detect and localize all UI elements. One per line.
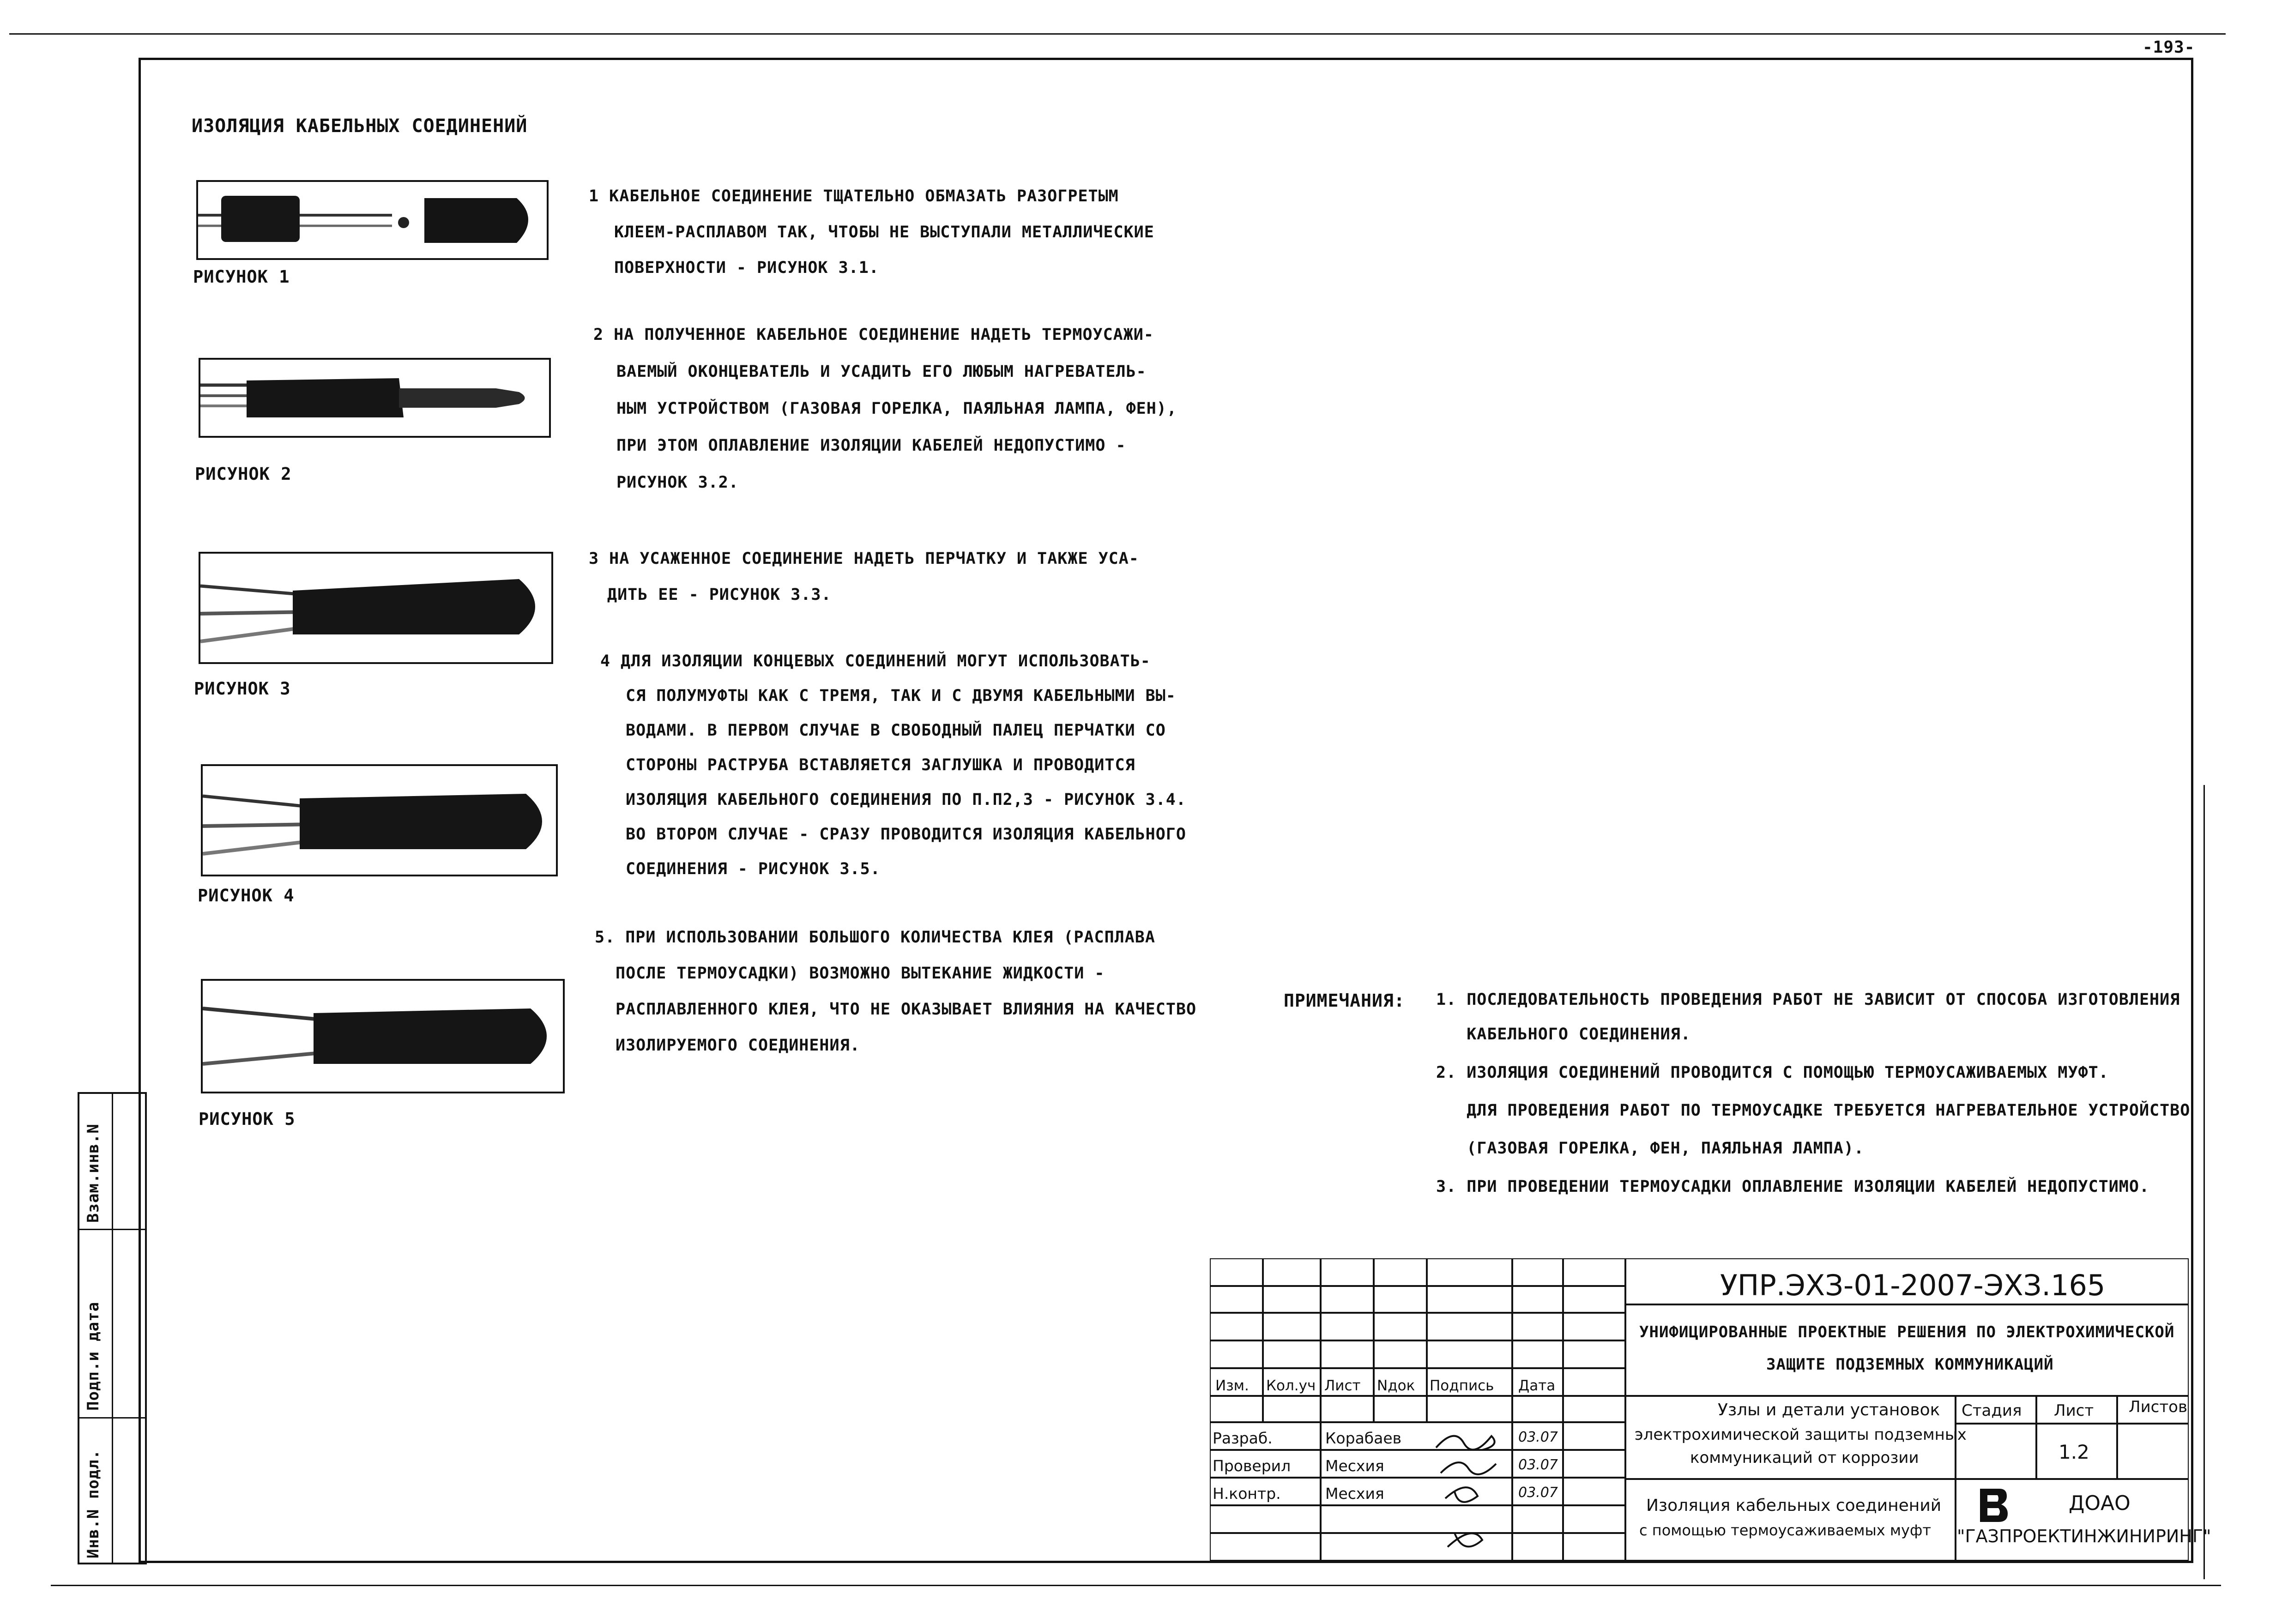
org-name-line-2: "ГАЗПРОЕКТИНЖИНИРИНГ": [1957, 1526, 2211, 1546]
figure-1: [196, 180, 549, 260]
title-block-grid: [1210, 1258, 2189, 1561]
org-name-line-1: ДОАО: [2069, 1491, 2131, 1515]
figure-5: [201, 979, 565, 1093]
bottom-rule: [51, 1585, 2221, 1586]
top-rule: [9, 33, 2226, 35]
stage-label: Стадия: [1962, 1401, 2022, 1420]
sheet-title-line-2: с помощью термоусаживаемых муфт: [1639, 1521, 1931, 1539]
sheet-value: 1.2: [2059, 1441, 2089, 1463]
side-label-inv-orig: Инв.N подл.: [84, 1449, 103, 1558]
figure-3: [199, 552, 553, 664]
figure-2: [199, 358, 551, 438]
figure-4-drawing: [203, 766, 556, 875]
figure-3-caption: РИСУНОК 3: [194, 679, 291, 699]
sheet-label: Лист: [2054, 1401, 2094, 1420]
date-checker: 03.07: [1518, 1457, 1558, 1473]
project-title-line-1: УНИФИЦИРОВАННЫЕ ПРОЕКТНЫЕ РЕШЕНИЯ ПО ЭЛЕКТРОХИМИЧЕСКОЙ: [1639, 1323, 2175, 1341]
name-checker: Месхия: [1325, 1457, 1384, 1475]
role-checker: Проверил: [1213, 1457, 1291, 1475]
section-title-line-1: Узлы и детали установок: [1718, 1401, 1940, 1419]
figure-2-drawing: [200, 360, 549, 436]
section-title-line-3: коммуникаций от коррозии: [1690, 1449, 1919, 1467]
doc-code: УПР.ЭХЗ-01-2007-ЭХЗ.165: [1720, 1268, 2106, 1302]
col-header-kol: Кол.уч: [1266, 1377, 1316, 1394]
figure-4-caption: РИСУНОК 4: [198, 886, 295, 906]
section-title-line-2: электрохимической защиты подземных: [1635, 1425, 1967, 1444]
figure-5-drawing: [203, 981, 563, 1092]
figure-4: [201, 764, 558, 876]
side-label-sign-date: Подп.и дата: [84, 1301, 103, 1411]
role-developer: Разраб.: [1213, 1429, 1273, 1447]
date-developer: 03.07: [1518, 1429, 1558, 1445]
side-label-replace-inv: Взам.инв.N: [84, 1123, 103, 1223]
col-header-ndok: Nдок: [1377, 1377, 1415, 1394]
page-heading: ИЗОЛЯЦИЯ КАБЕЛЬНЫХ СОЕДИНЕНИЙ: [192, 115, 528, 137]
title-block: [1210, 1258, 2211, 1561]
figure-2-caption: РИСУНОК 2: [195, 464, 292, 484]
role-norm-control: Н.контр.: [1213, 1485, 1281, 1503]
figure-3-drawing: [200, 554, 551, 662]
project-title-line-2: ЗАЩИТЕ ПОДЗЕМНЫХ КОММУНИКАЦИЙ: [1766, 1355, 2054, 1374]
col-header-signature: Подпись: [1430, 1377, 1494, 1394]
sheet-title-line-1: Изоляция кабельных соединений: [1646, 1496, 1942, 1515]
figure-1-drawing: [198, 182, 547, 258]
figure-1-caption: РИСУНОК 1: [193, 267, 290, 287]
col-header-list: Лист: [1324, 1377, 1361, 1394]
notes-label: ПРИМЕЧАНИЯ:: [1284, 990, 1405, 1011]
col-header-izm: Изм.: [1215, 1377, 1249, 1394]
gazprom-logo-icon: [1976, 1487, 2009, 1524]
sheets-label: Листов: [2129, 1398, 2188, 1416]
figure-5-caption: РИСУНОК 5: [199, 1109, 296, 1129]
name-developer: Корабаев: [1325, 1429, 1402, 1447]
page-number: -193-: [2143, 38, 2195, 57]
date-norm-control: 03.07: [1518, 1485, 1558, 1501]
col-header-date: Дата: [1518, 1377, 1556, 1394]
right-margin-rule: [2203, 785, 2205, 1579]
signatures: [1427, 1422, 1512, 1561]
name-norm-control: Месхия: [1325, 1485, 1384, 1503]
